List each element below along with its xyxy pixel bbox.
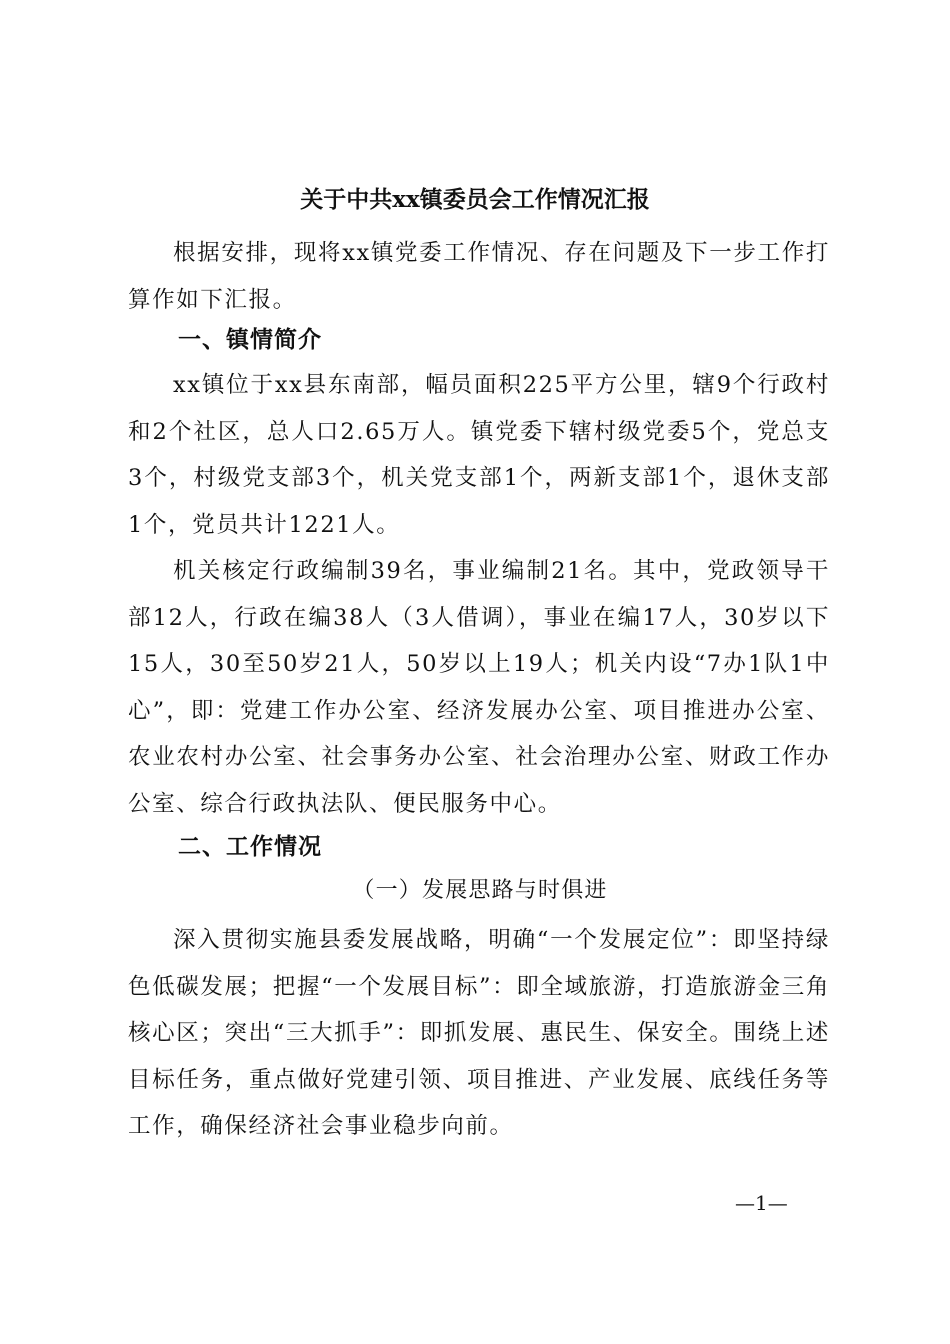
- subsection-heading-development: （一）发展思路与时俱进: [352, 878, 608, 903]
- section-heading-overview: 一、镇情简介: [178, 327, 322, 353]
- intro-paragraph: 根据安排，现将xx镇党委工作情况、存在问题及下一步工作打算作如下汇报。: [128, 240, 830, 313]
- section-heading-work: 二、工作情况: [178, 834, 322, 860]
- page-number: —1—: [735, 1191, 788, 1215]
- overview-paragraph-1: xx镇位于xx县东南部，幅员面积225平方公里，辖9个行政村和2个社区，总人口2.65万人。镇党委下辖村级党委5个，党总支3个，村级党支部3个，机关党支部1个，两新支部1个，退休支部1个，党员共计1221人。: [128, 372, 830, 538]
- document-title: 关于中共xx镇委员会工作情况汇报: [300, 186, 650, 213]
- development-paragraph: 深入贯彻实施县委发展战略，明确“一个发展定位”：即坚持绿色低碳发展；把握“一个发展目标”：即全域旅游，打造旅游金三角核心区；突出“三大抓手”：即抓发展、惠民生、保安全。围绕上述目标任务，重点做好党建引领、项目推进、产业发展、底线任务等工作，确保经济社会事业稳步向前。: [128, 927, 830, 1139]
- overview-paragraph-2: 机关核定行政编制39名，事业编制21名。其中，党政领导干部12人，行政在编38人（3人借调），事业在编17人，30岁以下15人，30至50岁21人，50岁以上19人；机关内设“7办1队1中心”，即：党建工作办公室、经济发展办公室、项目推进办公室、农业农村办公室、社会事务办公室、社会治理办公室、财政工作办公室、综合行政执法队、便民服务中心。: [128, 558, 830, 817]
